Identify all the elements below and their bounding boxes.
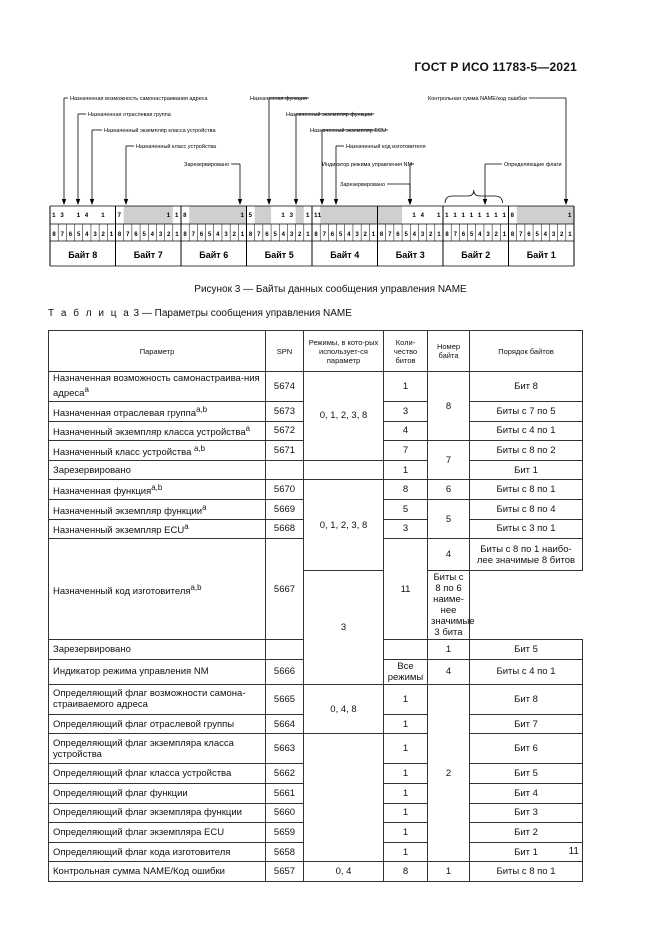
bits-cell: 7	[384, 441, 428, 461]
arrow-head	[62, 199, 66, 205]
field-bit-marker: 8	[510, 212, 515, 219]
byte-label: Байт 3	[395, 250, 425, 260]
bit-number: 4	[216, 231, 220, 238]
annotation-label: Назначенная функция	[250, 96, 307, 102]
order-cell: Бит 8	[470, 684, 583, 714]
order-cell: Бит 6	[470, 734, 583, 764]
bit-number: 4	[150, 231, 155, 238]
bit-number: 7	[256, 231, 261, 238]
order-cell: Биты с 8 по 1 наибо-лее значимые 8 битов	[470, 539, 583, 571]
bit-number: 1	[175, 231, 179, 238]
bit-number: 3	[224, 231, 228, 238]
bits-cell: 1	[384, 783, 428, 803]
spn-cell: 5661	[266, 783, 304, 803]
annotation-label: Индикатор режима управления NM	[322, 162, 413, 168]
bit-number: 2	[363, 231, 368, 238]
annotation-label: Назначенный экземпляр класса устройства	[104, 128, 216, 134]
field-bit-marker: 11	[314, 212, 322, 219]
table-title-text: 3 — Параметры сообщения управления NAME	[130, 308, 352, 319]
bits-cell: 1	[384, 842, 428, 862]
bit-number: 2	[559, 231, 564, 238]
arrow-head	[76, 199, 80, 205]
param-cell: Определяющий флаг экземпляра класса устройства	[49, 734, 266, 764]
annotation-label: Контрольная сумма NAME/код ошибки	[428, 96, 527, 102]
order-cell: Бит 3	[470, 803, 583, 823]
field-bit-marker: 1	[485, 212, 490, 219]
order-cell: Биты с 4 по 1	[470, 421, 583, 441]
bit-number: 5	[338, 231, 343, 238]
bit-number: 3	[158, 231, 163, 238]
field-bit-marker: 1	[101, 212, 105, 219]
col-header-order: Порядок байтов	[470, 331, 583, 372]
field-bit-marker: 3	[289, 212, 294, 219]
field-bit-marker: 1	[567, 212, 572, 219]
field-bit-marker: 7	[117, 212, 122, 219]
bit-number: 7	[387, 231, 392, 238]
bit-number: 5	[404, 231, 408, 238]
bits-cell: 1	[428, 640, 470, 660]
bit-number: 1	[437, 231, 441, 238]
field-bit-marker: 3	[60, 212, 64, 219]
shaded-field	[255, 206, 271, 224]
order-cell: Биты с 3 по 1	[470, 519, 583, 539]
spn-cell: 5662	[266, 764, 304, 784]
col-header-bits: Коли-чество битов	[384, 331, 428, 372]
param-cell: Определяющий флаг функции	[49, 783, 266, 803]
annotation-label: Назначенный код изготовителя	[346, 144, 426, 150]
document-header: ГОСТ Р ИСО 11783-5—2021	[414, 60, 577, 74]
byte-cell: 5	[428, 499, 470, 538]
page-number: 11	[568, 846, 579, 857]
order-cell: Биты с 8 по 6 наиме-нее значимые 3 бита	[428, 571, 470, 640]
order-cell: Биты с 4 по 1	[470, 659, 583, 684]
bit-number: 5	[207, 231, 212, 238]
flags-brace	[445, 190, 503, 203]
field-bit-marker: 1	[174, 212, 179, 219]
param-cell: Зарезервировано	[49, 640, 266, 660]
field-bit-marker: 1	[76, 212, 81, 219]
modes-cell: 0, 4, 8	[304, 684, 384, 734]
order-cell: Бит 5	[470, 764, 583, 784]
bit-number: 7	[322, 231, 327, 238]
table-row	[49, 372, 583, 402]
bit-number: 3	[289, 231, 294, 238]
table-row	[49, 480, 583, 500]
bit-number: 6	[527, 231, 531, 238]
bits-cell: 1	[384, 714, 428, 734]
bit-number: 7	[191, 231, 196, 238]
bits-cell: 1	[384, 684, 428, 714]
spn-cell: 5657	[266, 862, 304, 882]
shaded-field	[189, 206, 246, 224]
bit-number: 4	[412, 231, 417, 238]
order-cell: Биты с 8 по 1	[470, 480, 583, 500]
param-cell: Назначенный экземпляр ECU$^a$	[49, 519, 266, 539]
param-cell: Назначенный класс устройства $^{a,b}$	[49, 441, 266, 461]
bit-number: 4	[281, 231, 286, 238]
order-cell: Бит 5	[470, 640, 583, 660]
modes-cell: 0, 1, 2, 3, 8	[304, 480, 384, 571]
bit-number: 8	[510, 231, 515, 238]
bit-number: 5	[469, 231, 474, 238]
bits-cell: 3	[384, 519, 428, 539]
annotation-label: Зарезервировано	[340, 182, 386, 188]
param-cell: Индикатор режима управления NM	[49, 659, 266, 684]
bit-number: 7	[60, 231, 65, 238]
spn-cell: 5668	[266, 519, 304, 539]
spn-cell: 5672	[266, 421, 304, 441]
bit-number: 5	[76, 231, 81, 238]
spn-cell: 5671	[266, 441, 304, 461]
spn-cell: 5673	[266, 402, 304, 422]
field-bit-marker: 4	[84, 212, 89, 219]
bit-number: 4	[543, 231, 548, 238]
col-header-byte: Номер байта	[428, 331, 470, 372]
table-row	[49, 734, 583, 764]
bit-number: 8	[52, 231, 56, 238]
arrow-head	[483, 199, 487, 205]
arrow-head	[267, 199, 271, 205]
figure-caption: Рисунок 3 — Байты данных сообщения управления NAME	[194, 284, 467, 295]
shaded-field	[296, 206, 304, 224]
field-bit-marker: 5	[248, 212, 253, 219]
bit-number: 3	[551, 231, 556, 238]
byte-cell: 8	[428, 372, 470, 441]
param-cell: Назначенная возможность самонастраива-ния адреса$^a$	[49, 372, 266, 402]
bit-number: 7	[453, 231, 458, 238]
field-bit-marker: 1	[477, 212, 482, 219]
spn-cell	[266, 460, 304, 480]
modes-cell: 0, 1, 2, 3, 8	[304, 372, 384, 461]
param-cell: Определяющий флаг отраслевой группы	[49, 714, 266, 734]
diagram-annotations	[62, 96, 568, 205]
param-cell: Назначенный экземпляр функции$^a$	[49, 499, 266, 519]
field-bit-marker: 1	[305, 212, 310, 219]
bit-number: 8	[248, 231, 253, 238]
order-cell: Бит 8	[470, 372, 583, 402]
param-cell: Зарезервировано	[49, 460, 266, 480]
bit-number: 2	[166, 231, 171, 238]
order-cell: Бит 1	[470, 842, 583, 862]
spn-cell: 5660	[266, 803, 304, 823]
bit-number: 1	[109, 231, 114, 238]
bits-cell: 1	[384, 372, 428, 402]
diagram-grid	[50, 206, 574, 266]
annotation-label: Назначенная возможность самонастраивания адреса	[70, 96, 208, 102]
spn-cell: 5674	[266, 372, 304, 402]
order-cell: Бит 2	[470, 823, 583, 843]
bit-number: 5	[273, 231, 277, 238]
bit-number: 8	[445, 231, 449, 238]
byte-label: Байт 4	[330, 250, 360, 260]
bit-number: 6	[396, 231, 400, 238]
arrow-head	[124, 199, 128, 205]
table-row	[49, 862, 583, 882]
bits-cell: 1	[384, 823, 428, 843]
bit-number: 2	[428, 231, 433, 238]
order-cell: Биты с 7 по 5	[470, 402, 583, 422]
byte-label: Байт 2	[461, 250, 491, 260]
field-bit-marker: 1	[494, 212, 498, 219]
byte-cell: 7	[428, 441, 470, 480]
order-cell: Биты с 8 по 2	[470, 441, 583, 461]
field-bit-marker: 1	[453, 212, 457, 219]
param-cell: Назначенный код изготовителя$^{a,b}$	[49, 539, 266, 640]
col-header-modes: Режимы, в кото-рых использует-ся параметр	[304, 331, 384, 372]
bit-number: 4	[478, 231, 482, 238]
col-header-spn: SPN	[266, 331, 304, 372]
bits-cell: 8	[384, 480, 428, 500]
arrow-head	[320, 199, 324, 205]
bit-number: 2	[232, 231, 237, 238]
field-bit-marker: 1	[52, 212, 56, 219]
shaded-field	[320, 206, 402, 224]
bit-number: 1	[306, 231, 310, 238]
bits-cell: 1	[384, 460, 428, 480]
spn-cell: 5667	[266, 539, 304, 640]
param-cell: Определяющий флаг возможности самона-страиваемого адреса	[49, 684, 266, 714]
order-cell: Биты с 8 по 4	[470, 499, 583, 519]
bit-number: 8	[314, 231, 318, 238]
arrow-head	[238, 199, 242, 205]
bits-cell: 4	[428, 659, 470, 684]
bit-number: 3	[486, 231, 490, 238]
byte-label: Байт 6	[199, 250, 229, 260]
annotation-label: Назначенный экземпляр ECU	[310, 128, 386, 134]
field-bit-marker: 1	[240, 212, 244, 219]
order-cell: Бит 4	[470, 783, 583, 803]
spn-cell	[266, 640, 304, 660]
field-bit-marker: 1	[461, 212, 465, 219]
name-bytes-diagram	[40, 88, 580, 274]
bit-number: 6	[134, 231, 138, 238]
bit-number: 5	[535, 231, 539, 238]
spn-cell: 5666	[266, 659, 304, 684]
byte-label: Байт 5	[264, 250, 294, 260]
arrow-head	[294, 199, 298, 205]
field-bit-marker: 1	[469, 212, 474, 219]
annotation-label: Назначенная отраслевая группа	[88, 112, 171, 118]
param-cell: Определяющий флаг экземпляра функции	[49, 803, 266, 823]
annotation-label: Назначенный класс устройства	[136, 144, 217, 150]
spn-cell: 5669	[266, 499, 304, 519]
byte-cell: 1	[428, 862, 470, 882]
col-header-param: Параметр	[49, 331, 266, 372]
bit-number: 4	[347, 231, 351, 238]
bits-cell: 3	[384, 402, 428, 422]
bits-cell: 1	[384, 734, 428, 764]
byte-label: Байт 8	[68, 250, 98, 260]
table-row	[49, 460, 583, 480]
byte-cell: 6	[428, 480, 470, 500]
field-bit-marker: 1	[281, 212, 285, 219]
bit-number: 4	[85, 231, 89, 238]
annotation-label: Назначенный экземпляр функции	[286, 112, 373, 118]
bit-number: 2	[494, 231, 499, 238]
byte-cell: 2	[428, 684, 470, 862]
field-bit-marker: 1	[436, 212, 441, 219]
spn-cell: 5658	[266, 842, 304, 862]
table-title-prefix: Т а б л и ц а	[48, 308, 131, 319]
spn-cell: 5670	[266, 480, 304, 500]
modes-cell	[304, 734, 384, 862]
order-cell: Бит 1	[470, 460, 583, 480]
table-row	[49, 684, 583, 714]
modes-cell: Все режимы	[384, 659, 428, 684]
field-bit-marker: 1	[445, 212, 449, 219]
param-cell: Определяющий флаг экземпляра ECU	[49, 823, 266, 843]
order-cell: Бит 7	[470, 714, 583, 734]
spn-cell: 5659	[266, 823, 304, 843]
bit-number: 3	[355, 231, 359, 238]
name-params-table	[48, 330, 583, 882]
param-cell: Контрольная сумма NAME/Код ошибки	[49, 862, 266, 882]
byte-label: Байт 1	[526, 250, 556, 260]
arrow-head	[334, 199, 338, 205]
shaded-field	[124, 206, 173, 224]
param-cell: Определяющий флаг кода изготовителя	[49, 842, 266, 862]
bit-number: 7	[518, 231, 523, 238]
arrow-head	[90, 199, 94, 205]
table-title	[48, 308, 352, 319]
annotation-label: Зарезервировано	[184, 162, 230, 168]
field-bit-marker: 8	[183, 212, 187, 219]
arrow-head	[564, 199, 568, 205]
modes-cell	[304, 460, 384, 480]
bit-number: 8	[183, 231, 187, 238]
annotation-label: Определяющие флаги	[504, 162, 562, 168]
bit-number: 1	[502, 231, 507, 238]
byte-cell: 4	[428, 539, 470, 571]
param-cell: Назначенный экземпляр класса устройства$^a$	[49, 421, 266, 441]
bit-number: 3	[93, 231, 97, 238]
param-cell: Определяющий флаг класса устройства	[49, 764, 266, 784]
field-bit-marker: 4	[420, 212, 425, 219]
spn-cell: 5664	[266, 714, 304, 734]
bit-number: 8	[117, 231, 122, 238]
bit-number: 6	[330, 231, 335, 238]
bit-number: 6	[68, 231, 73, 238]
bit-number: 1	[568, 231, 572, 238]
bit-number: 2	[297, 231, 302, 238]
bit-number: 6	[461, 231, 466, 238]
spn-cell: 5665	[266, 684, 304, 714]
bits-cell: 4	[384, 421, 428, 441]
spn-cell: 5663	[266, 734, 304, 764]
bit-number: 3	[420, 231, 425, 238]
bit-number: 8	[379, 231, 384, 238]
byte-label: Байт 7	[133, 250, 163, 260]
bit-number: 6	[199, 231, 204, 238]
bit-number: 6	[265, 231, 269, 238]
bits-cell: 1	[384, 803, 428, 823]
param-cell: Назначенная отраслевая группа$^{a,b}$	[49, 402, 266, 422]
bits-cell: 1	[384, 764, 428, 784]
shaded-field	[517, 206, 574, 224]
field-bit-marker: 1	[502, 212, 506, 219]
byte-cell: 3	[304, 571, 384, 685]
bits-cell: 11	[384, 539, 428, 640]
arrow-head	[408, 199, 412, 205]
bit-number: 1	[371, 231, 376, 238]
bit-number: 1	[240, 231, 245, 238]
order-cell: Биты с 8 по 1	[470, 862, 583, 882]
bit-number: 2	[101, 231, 106, 238]
field-bit-marker: 1	[166, 212, 171, 219]
param-cell: Назначенная функция$^{a,b}$	[49, 480, 266, 500]
bit-number: 7	[125, 231, 130, 238]
bit-number: 5	[142, 231, 146, 238]
modes-cell: 0, 4	[304, 862, 384, 882]
modes-cell	[384, 640, 428, 660]
bits-cell: 8	[384, 862, 428, 882]
field-bit-marker: 1	[412, 212, 416, 219]
bits-cell: 5	[384, 499, 428, 519]
